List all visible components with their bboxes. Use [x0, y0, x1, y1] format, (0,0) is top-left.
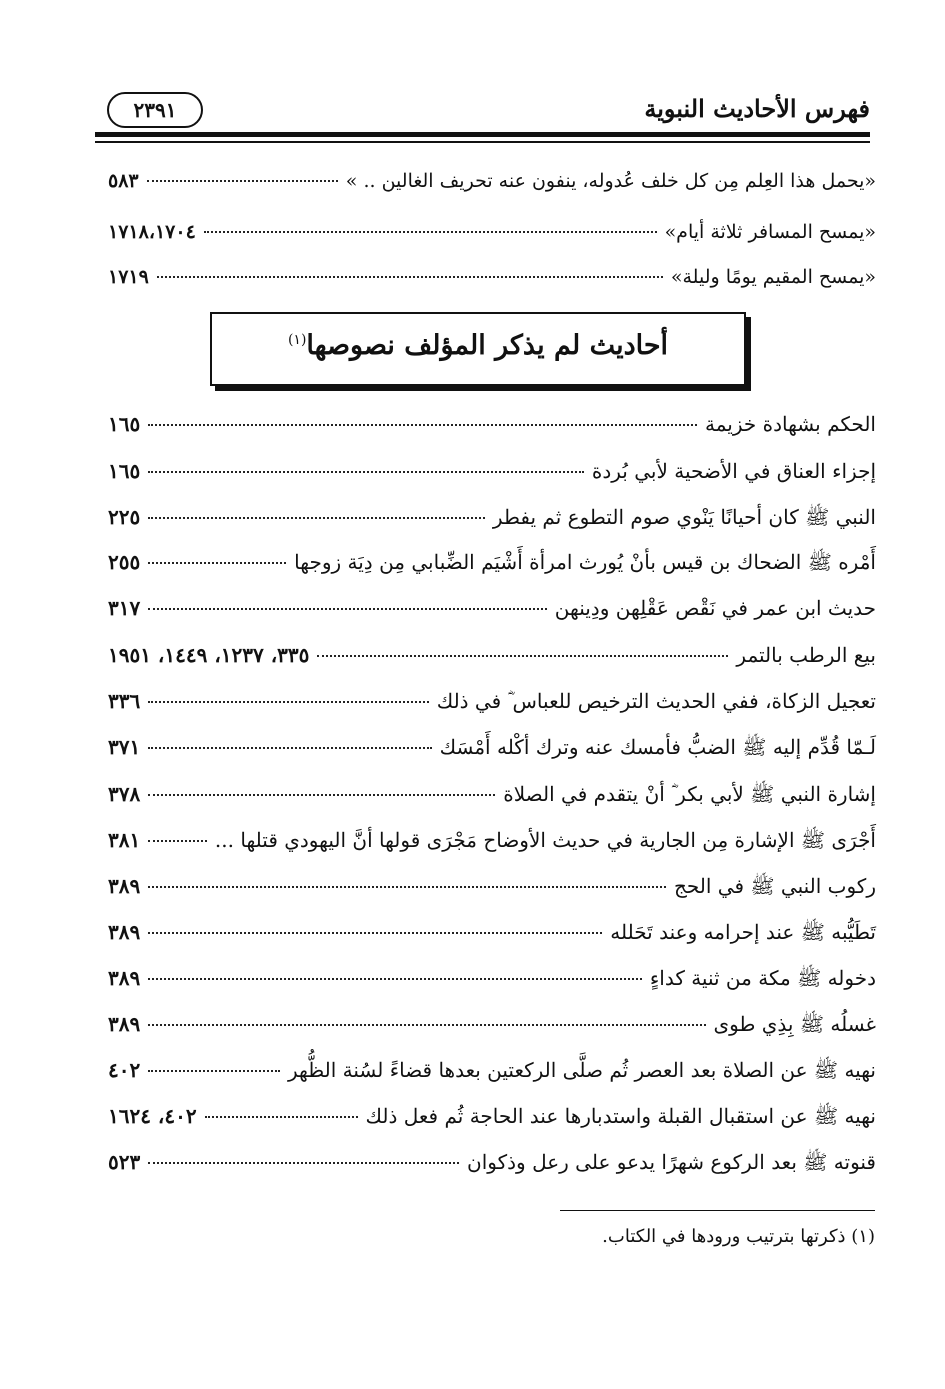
index-entry: [108, 505, 876, 539]
dot-leader: [148, 701, 428, 703]
index-entry: [108, 1058, 876, 1092]
entry-pages: ٣٧٨: [108, 782, 141, 806]
dot-leader: [148, 608, 547, 610]
entry-pages: ٣٨٩: [108, 966, 141, 990]
section-title: [212, 330, 744, 361]
dot-leader: [147, 180, 338, 182]
entry-pages: ٣٧١: [108, 735, 141, 759]
dot-leader: [204, 231, 657, 233]
index-entry: [108, 643, 876, 677]
index-entry: [108, 550, 876, 584]
index-entry: [108, 266, 876, 300]
entry-text: أَمْره ﷺ الضحاك بن قيس بأنْ يُورث امرأة أَشْيَم الضِّبابي مِن دِيَة زوجها: [294, 550, 876, 574]
header-rule-thin: [95, 141, 870, 143]
entry-pages: ٣٨٩: [108, 874, 141, 898]
entry-pages: ٤٠٢، ١٦٢٤: [108, 1104, 197, 1128]
entry-pages: ٢٥٥: [108, 550, 141, 574]
index-entry: [108, 459, 876, 493]
dot-leader: [148, 794, 495, 796]
entry-text: إشارة النبي ﷺ لأبي بكر ؓ أنْ يتقدم في الصلاة: [503, 782, 876, 806]
entry-text: أَجْرَى ﷺ الإشارة مِن الجارية في حديث الأوضاح مَجْرَى قولها أنَّ اليهودي قتلها ...: [214, 828, 876, 852]
dot-leader: [148, 562, 286, 564]
index-entry: [108, 828, 876, 862]
page-title: فهرس الأحاديث النبوية: [644, 94, 870, 123]
dot-leader: [148, 1162, 459, 1164]
index-entry: [108, 735, 876, 769]
dot-leader: [148, 424, 697, 426]
page-number-badge: ٢٣٩١: [107, 92, 203, 128]
entry-text: قنوته ﷺ بعد الركوع شهرًا يدعو على رعل وذكوان: [467, 1150, 876, 1174]
entry-pages: ١٧١٩: [108, 266, 149, 288]
section-title-text: أحاديث لم يذكر المؤلف نصوصها: [306, 330, 669, 361]
entry-text: دخوله ﷺ مكة من ثنية كداءٍ: [649, 966, 876, 990]
dot-leader: [148, 932, 602, 934]
index-entry: [108, 596, 876, 630]
entry-text: «يمسح المقيم يومًا وليلة»: [670, 266, 876, 288]
entry-pages: ٣١٧: [108, 596, 141, 620]
entry-text: لَـمّا قُدِّم إليه ﷺ الضبُّ فأمسك عنه وترك أكْله أَمْسَك: [439, 735, 876, 759]
dot-leader: [148, 1070, 280, 1072]
entry-pages: ١٦٥: [108, 412, 141, 436]
entry-text: تعجيل الزكاة، ففي الحديث الترخيص للعباس ؓ في ذلك: [436, 689, 876, 713]
entry-text: نهيه ﷺ عن الصلاة بعد العصر ثُم صلَّى الركعتين بعدها قضاءً لسُنة الظُّهر: [287, 1058, 876, 1082]
section-heading-box: [210, 312, 746, 386]
entry-text: ركوب النبي ﷺ في الحج: [673, 874, 876, 898]
dot-leader: [148, 517, 485, 519]
entry-pages: ٥٢٣: [108, 1150, 141, 1174]
index-entry: [108, 1104, 876, 1138]
index-entry: [108, 782, 876, 816]
entry-text: «يمسح المسافر ثلاثة أيام»: [664, 221, 876, 243]
entry-pages: ٥٨٣: [108, 170, 139, 192]
entry-pages: ٣٣٦: [108, 689, 141, 713]
page-header: [95, 88, 870, 130]
entry-text: الحكم بشهادة خزيمة: [705, 412, 876, 436]
index-entry: [108, 221, 876, 255]
dot-leader: [205, 1116, 358, 1118]
entry-text: حديث ابن عمر في نَقْص عَقْلِهن ودِينهن: [554, 596, 876, 620]
entry-text: بيع الرطب بالتمر: [736, 643, 876, 667]
index-entry: [108, 170, 876, 204]
dot-leader: [148, 978, 642, 980]
dot-leader: [148, 1024, 705, 1026]
dot-leader: [148, 886, 666, 888]
entry-pages: ١٧١٨،١٧٠٤: [108, 221, 196, 243]
entry-pages: ٣٨٩: [108, 920, 141, 944]
entry-text: غسلُه ﷺ بِذِي طوى: [713, 1012, 876, 1036]
entry-pages: ١٦٥: [108, 459, 141, 483]
dot-leader: [148, 840, 207, 842]
entry-text: «يحمل هذا العِلم مِن كل خلف عُدوله، ينفون عنه تحريف الغالين .. »: [345, 170, 876, 192]
entry-pages: ٣٣٥، ١٢٣٧، ١٤٤٩، ١٩٥١: [108, 643, 310, 667]
entry-pages: ٤٠٢: [108, 1058, 141, 1082]
entry-text: النبي ﷺ كان أحيانًا يَنْوي صوم التطوع ثم يفطر: [492, 505, 876, 529]
index-entry: [108, 1150, 876, 1184]
index-entry: [108, 920, 876, 954]
dot-leader: [148, 747, 431, 749]
entry-text: إجزاء العناق في الأضحية لأبي بُردة: [591, 459, 876, 483]
dot-leader: [157, 276, 663, 278]
index-entry: [108, 1012, 876, 1046]
footnote: (١) ذكرتها بترتيب ورودها في الكتاب.: [602, 1226, 875, 1247]
entry-pages: ٣٨٩: [108, 1012, 141, 1036]
entry-text: تَطَيُّبه ﷺ عند إحرامه وعند تَحَلله: [610, 920, 876, 944]
entry-text: نهيه ﷺ عن استقبال القبلة واستدبارها عند الحاجة ثُم فعل ذلك: [365, 1104, 876, 1128]
header-rule-thick: [95, 132, 870, 137]
index-entry: [108, 874, 876, 908]
footnote-marker: (١): [287, 332, 307, 348]
index-entry: [108, 966, 876, 1000]
entry-pages: ٢٢٥: [108, 505, 141, 529]
dot-leader: [317, 655, 728, 657]
index-entry: [108, 689, 876, 723]
footnote-rule: [560, 1210, 875, 1211]
dot-leader: [148, 471, 584, 473]
index-entry: [108, 412, 876, 446]
entry-pages: ٣٨١: [108, 828, 141, 852]
